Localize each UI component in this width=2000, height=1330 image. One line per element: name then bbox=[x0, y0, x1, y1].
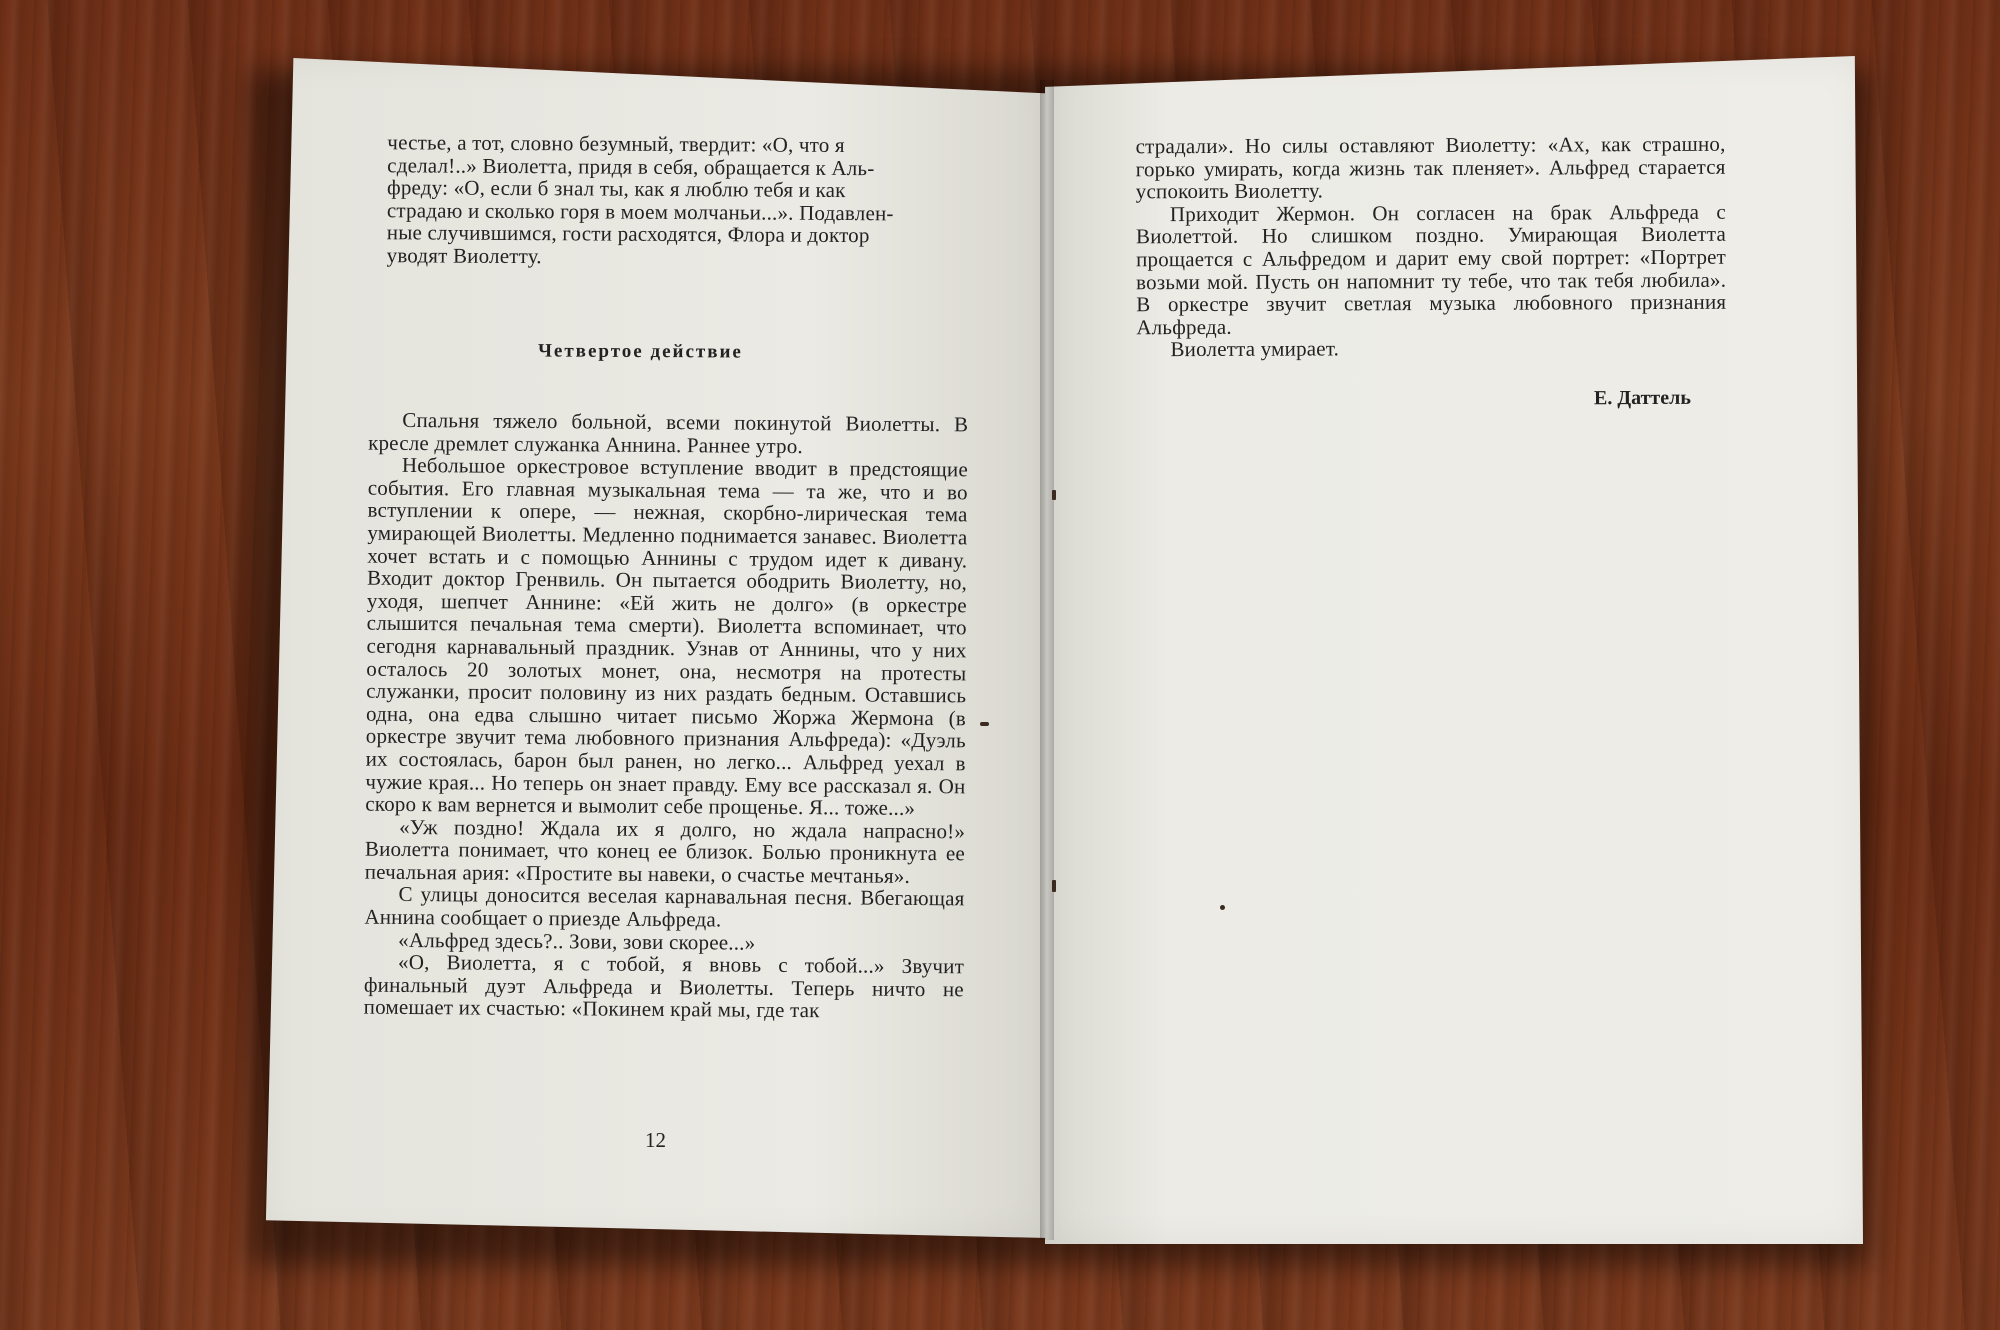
paragraph: Небольшое оркестровое вступление вводит в предстоящие события. Его главная музыкальная тема — та же, что и во вступлении к опере, — нежная, скорбно-лирическая тема умирающей Виолетты. Медленно поднимается занавес. Виолетта хочет встать и с помощью Аннины с трудом идет к дивану. Входит доктор Гренвиль. Он пытается ободрить Виолетту, но, уходя, шепчет Аннине: «Ей жить не долго» (в оркестре слышится печальная тема смерти). Виолетта вспоминает, что сегодня карнавальный праздник. Узнав от Аннины, что у них осталось 20 золотых монет, она, несмотря на протесты служанки, просит половину из них раздать бедным. Оставшись одна, она едва слышно читает письмо Жоржа Жермона (в оркестре звучит тема любовного признания Альфреда): «Дуэль их состоялась, барон был ранен, но легко... Альфред уехал в чужие края... Но теперь он знает правду. Ему все рассказал я. Он скоро к вам вернется и вымолит себе прощенье. Я... тоже...» bbox=[365, 453, 969, 821]
paper-speck bbox=[1220, 905, 1225, 910]
paragraph: Виолетта умирает. bbox=[1170, 336, 1340, 362]
left-page-main-text bbox=[364, 409, 969, 1024]
text-line: сделал!..» Виолетта, придя в себя, обращается к Аль- bbox=[387, 152, 875, 180]
staple-mark bbox=[1052, 490, 1056, 500]
paragraph: С улицы доносится веселая карнавальная песня. Вбегающая Аннина сообщает о приезде Альфреда. bbox=[364, 882, 965, 932]
left-page-top-text bbox=[387, 131, 973, 270]
paper-speck bbox=[980, 722, 989, 726]
text-line: страдаю и сколько горя в моем молчаньи...». Подавлен- bbox=[386, 197, 894, 226]
author-signature: Е. Даттель bbox=[1593, 386, 1691, 410]
page-number: 12 bbox=[645, 1128, 666, 1152]
paragraph: «О, Виолетта, я с тобой, я вновь с тобой...» Звучит финальный дуэт Альфреда и Виолетты. Теперь ничто не помешает их счастью: «Покинем край мы, где так bbox=[363, 950, 965, 1023]
paragraph: Спальня тяжело больной, всеми покинутой Виолетты. В кресле дремлет служанка Аннина. Раннее утро. bbox=[368, 407, 969, 458]
text-line: честье, а тот, словно безумный, твердит: «О, что я bbox=[387, 130, 845, 158]
paragraph: «Уж поздно! Ждала их я долго, но ждала напрасно!» Виолетта понимает, что конец ее близок. Болью проникнута ее печальная ария: «Простите вы навеки, о счастье мечтанья». bbox=[364, 814, 966, 888]
right-page-text bbox=[1136, 133, 1727, 362]
paragraph: страдали». Но силы оставляют Виолетту: «Ах, как страшно, горько умирать, когда жизнь так пленяет». Альфред старается успокоить Виолетту. bbox=[1135, 131, 1726, 204]
paragraph: «Альфред здесь?.. Зови, зови скорее...» bbox=[398, 927, 756, 955]
text-line: фреду: «О, если б знал ты, как я люблю тебя и как bbox=[387, 175, 846, 203]
act-title: Четвертое действие bbox=[537, 340, 743, 363]
staple-mark bbox=[1052, 880, 1056, 892]
paragraph: Приходит Жермон. Он согласен на брак Альфреда с Виолеттой. Но слишком поздно. Умирающая Виолетта прощается с Альфредом и дарит ему свой портрет: «Портрет возьми мой. Пусть он напомнит ту тебе, что так тебя любила». В оркестре звучит светлая музыка любовного признания Альфреда. bbox=[1135, 199, 1727, 340]
text-line: уводят Виолетту. bbox=[386, 243, 542, 269]
text-line: ные случившимся, гости расходятся, Флора и доктор bbox=[386, 220, 870, 248]
booklet-spine bbox=[1040, 80, 1054, 1240]
